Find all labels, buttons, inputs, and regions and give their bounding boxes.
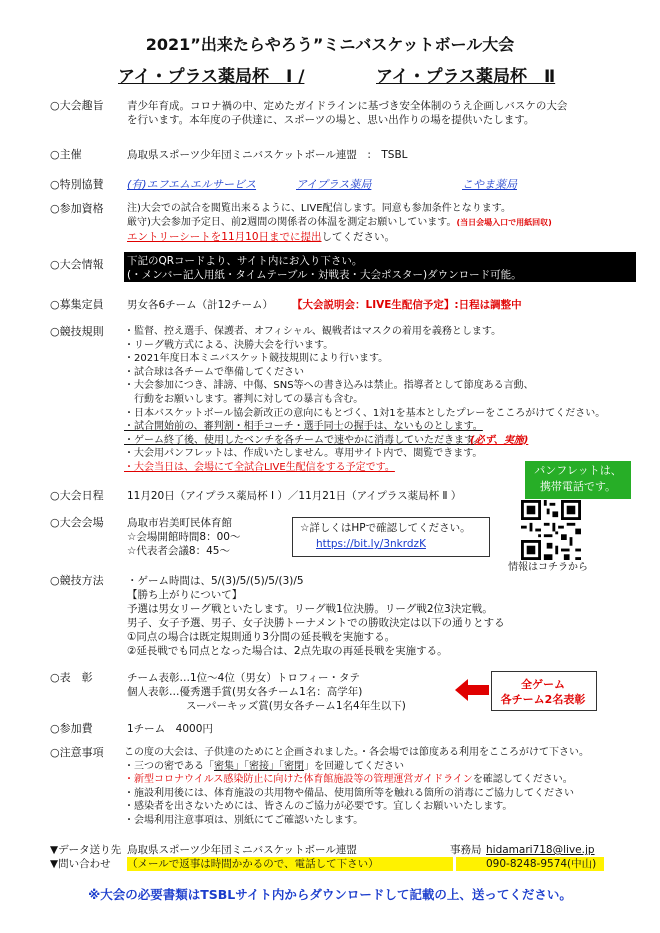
awards-badge-line1: 全ゲーム xyxy=(521,678,565,691)
purpose-line1: 青少年育成。コロナ禍の中、定めたガイドラインに基づき安全体制のうえ企画しバスケの大会 xyxy=(127,100,568,112)
venue-name: 鳥取市岩美町民体育館 xyxy=(127,517,232,529)
cup-title-2: アイ・プラス薬局杯 Ⅱ xyxy=(376,67,556,87)
schedule-value: 11月20日（アイプラス薬局杯 Ⅰ ）／11月21日（アイプラス薬局杯 Ⅱ ） xyxy=(127,490,462,502)
sponsor-1[interactable]: (有)エフエムエルサービス xyxy=(127,178,257,191)
sponsor-2[interactable]: アイプラス薬局 xyxy=(296,178,372,191)
teams-note: 【大会説明会：LIVE生配信予定】:日程は調整中 xyxy=(292,299,522,311)
qr-code-icon[interactable] xyxy=(521,500,581,560)
rule-item: ・日本バスケットボール協会新改正の意向にもとづく、1対1を基本としたプレーをこころがけてください。 xyxy=(124,407,606,419)
venue-open: ☆会場開館時間8：00〜 xyxy=(127,531,241,543)
rule-item: ・監督、控え選手、保護者、オフィシャル、観戦者はマスクの着用を義務とします。 xyxy=(124,326,502,337)
notes-line2: ・三つの密である「密集」「密接」「密閉」を回避してください xyxy=(124,760,404,772)
notes-line4: ・施設利用後には、体育施設の共用物や備品、使用箇所等を触れる箇所の消毒にご協力してください xyxy=(124,787,574,799)
rules-label: ○競技規則 xyxy=(50,325,104,338)
eligibility-line3: エントリーシートを11月10日までに提出してください。 xyxy=(127,231,396,243)
rule-item: ・大会用パンフレットは、作成いたしません。専用サイト内で、閲覧できます。 xyxy=(124,448,483,460)
awards-badge-line2: 各チーム2名表彰 xyxy=(500,693,586,706)
inquiry-value: （メールで返事は時間かかるので、電話して下さい） xyxy=(127,857,453,871)
send-value: 鳥取県スポーツ少年団ミニバスケットボール連盟 xyxy=(127,844,357,856)
venue-meeting: ☆代表者会議8：45〜 xyxy=(127,545,230,557)
rule-item: ・2021年度日本ミニバスケット競技規則により行います。 xyxy=(124,353,389,365)
eligibility-line1: 注)大会での試合を閲覧出来るように、LIVE配信します。同意も参加条件となります。 xyxy=(127,203,511,214)
page-title: 2021”出来たらやろう”ミニバスケットボール大会 xyxy=(145,35,515,54)
fee-value: 1チーム 4000円 xyxy=(127,723,213,735)
notes-label: ○注意事項 xyxy=(50,746,104,759)
fee-label: ○参加費 xyxy=(50,722,93,735)
email-link[interactable]: hidamari718@live.jp xyxy=(486,844,595,856)
pamphlet-badge: パンフレットは、 携帯電話です。 xyxy=(525,461,631,499)
awards-kids: スーパーキッズ賞(男女各チーム1名4年生以下) xyxy=(186,700,406,712)
method-line4: ②延長戦でも同点となった場合は、2点先取の再延長戦を実施する。 xyxy=(127,645,448,657)
sponsor-3[interactable]: こやま薬局 xyxy=(462,178,517,191)
method-line3: ①同点の場合は既定規則通り3分間の延長戦を実施する。 xyxy=(127,631,396,643)
info-line1: 下記のQRコードより、サイト内にお入り下さい。 xyxy=(127,255,363,267)
info-line2: (・メンバー記入用紙・タイムテーブル・対戦表・大会ポスター)ダウンロード可能。 xyxy=(127,269,522,281)
host-label: ○主催 xyxy=(50,148,82,161)
qr-caption: 情報はコチラから xyxy=(508,562,588,573)
host-value: 鳥取県スポーツ少年団ミニバスケットボール連盟 : TSBL xyxy=(127,149,408,161)
purpose-line2: を行います。本年度の子供達に、スポーツの場と、思い出作りの場を提供いたします。 xyxy=(127,114,535,126)
phone-number[interactable]: 090-8248-9574(中山) xyxy=(456,857,604,871)
eligibility-label: ○参加資格 xyxy=(50,202,104,215)
rule-item: ・大会参加につき、誹謗、中傷、SNS等への書き込みは禁止。指導者として節度ある言動、 xyxy=(124,380,534,392)
final-note: ※大会の必要書類はTSBLサイト内からダウンロードして記載の上、送ってください。 xyxy=(88,887,572,902)
teams-value: 男女各6チーム（計12チーム） xyxy=(127,299,274,311)
method-line1: 予選は男女リーグ戦といたします。リーグ戦1位決勝。リーグ戦2位3決定戦。 xyxy=(127,603,493,615)
rule-item: ・大会当日は、会場にて全試合LIVE生配信をする予定です。 xyxy=(124,462,395,473)
hp-link[interactable]: https://bit.ly/3nkrdzK xyxy=(316,538,426,550)
eligibility-line2: 厳守)大会参加予定日、前2週間の関係者の体温を測定お願いしています。(当日会場入口で用紙回収) xyxy=(127,217,552,228)
notes-line5: ・感染者を出さないためには、皆さんのご協力が必要です。宜しくお願いいたします。 xyxy=(124,801,513,813)
cup-title-1: アイ・プラス薬局杯 Ⅰ / xyxy=(118,67,305,87)
rule-item: ・試合球は各チームで準備してください xyxy=(124,366,304,378)
hp-text: ☆詳しくはHPで確認してください。 xyxy=(300,522,471,534)
schedule-label: ○大会日程 xyxy=(50,489,104,502)
awards-individual: 個人表彰…優秀選手賞(男女各チーム1名：高学年) xyxy=(127,686,363,698)
method-line2: 男子、女子予選、男子、女子決勝トーナメントでの勝敗決定は以下の通りとする xyxy=(127,617,505,629)
notes-line1: この度の大会は、子供達のためにと企画されました。・各会場では節度ある利用をこころがけて下さい。 xyxy=(124,747,589,758)
method-time: ・ゲーム時間は、5/(3)/5/(5)/5/(3)/5 xyxy=(127,575,304,587)
rule-item: 行動をお願いします。審判に対しての暴言も含む。 xyxy=(124,394,364,405)
arrow-left-icon xyxy=(455,679,489,701)
office-label: 事務局 xyxy=(450,844,482,856)
rule-item: ・試合開始前の、審判割・相手コーチ・選手同士の握手は、ないものとします。 xyxy=(124,421,483,433)
sponsor-label: ○特別協賛 xyxy=(50,178,104,191)
awards-label: ○表 彰 xyxy=(50,671,93,684)
inquiry-label: ▼問い合わせ xyxy=(50,858,111,870)
venue-label: ○大会会場 xyxy=(50,516,104,529)
notes-line6: ・会場利用注意事項は、別紙にてご確認いたします。 xyxy=(124,815,364,826)
rule-item: ・リーグ戦方式による、決勝大会を行います。 xyxy=(124,339,334,351)
method-head: 【勝ち上がりについて】 xyxy=(127,589,243,601)
purpose-label: ○大会趣旨 xyxy=(50,99,104,112)
rule-must-note: (必ず、実施) xyxy=(470,434,529,446)
teams-label: ○募集定員 xyxy=(50,298,104,311)
method-label: ○競技方法 xyxy=(50,574,104,587)
notes-line3: ・新型コロナウイルス感染防止に向けた体育館施設等の管理運営ガイドラインを確認してください。 xyxy=(124,774,573,786)
info-label: ○大会情報 xyxy=(50,258,104,271)
awards-team: チーム表彰…1位〜4位（男女）トロフィー・タテ xyxy=(127,672,361,684)
send-label: ▼データ送り先 xyxy=(50,844,122,856)
rule-item: ・ゲーム終了後、使用したベンチを各チームで速やかに消毒していただきます。 xyxy=(124,434,484,446)
